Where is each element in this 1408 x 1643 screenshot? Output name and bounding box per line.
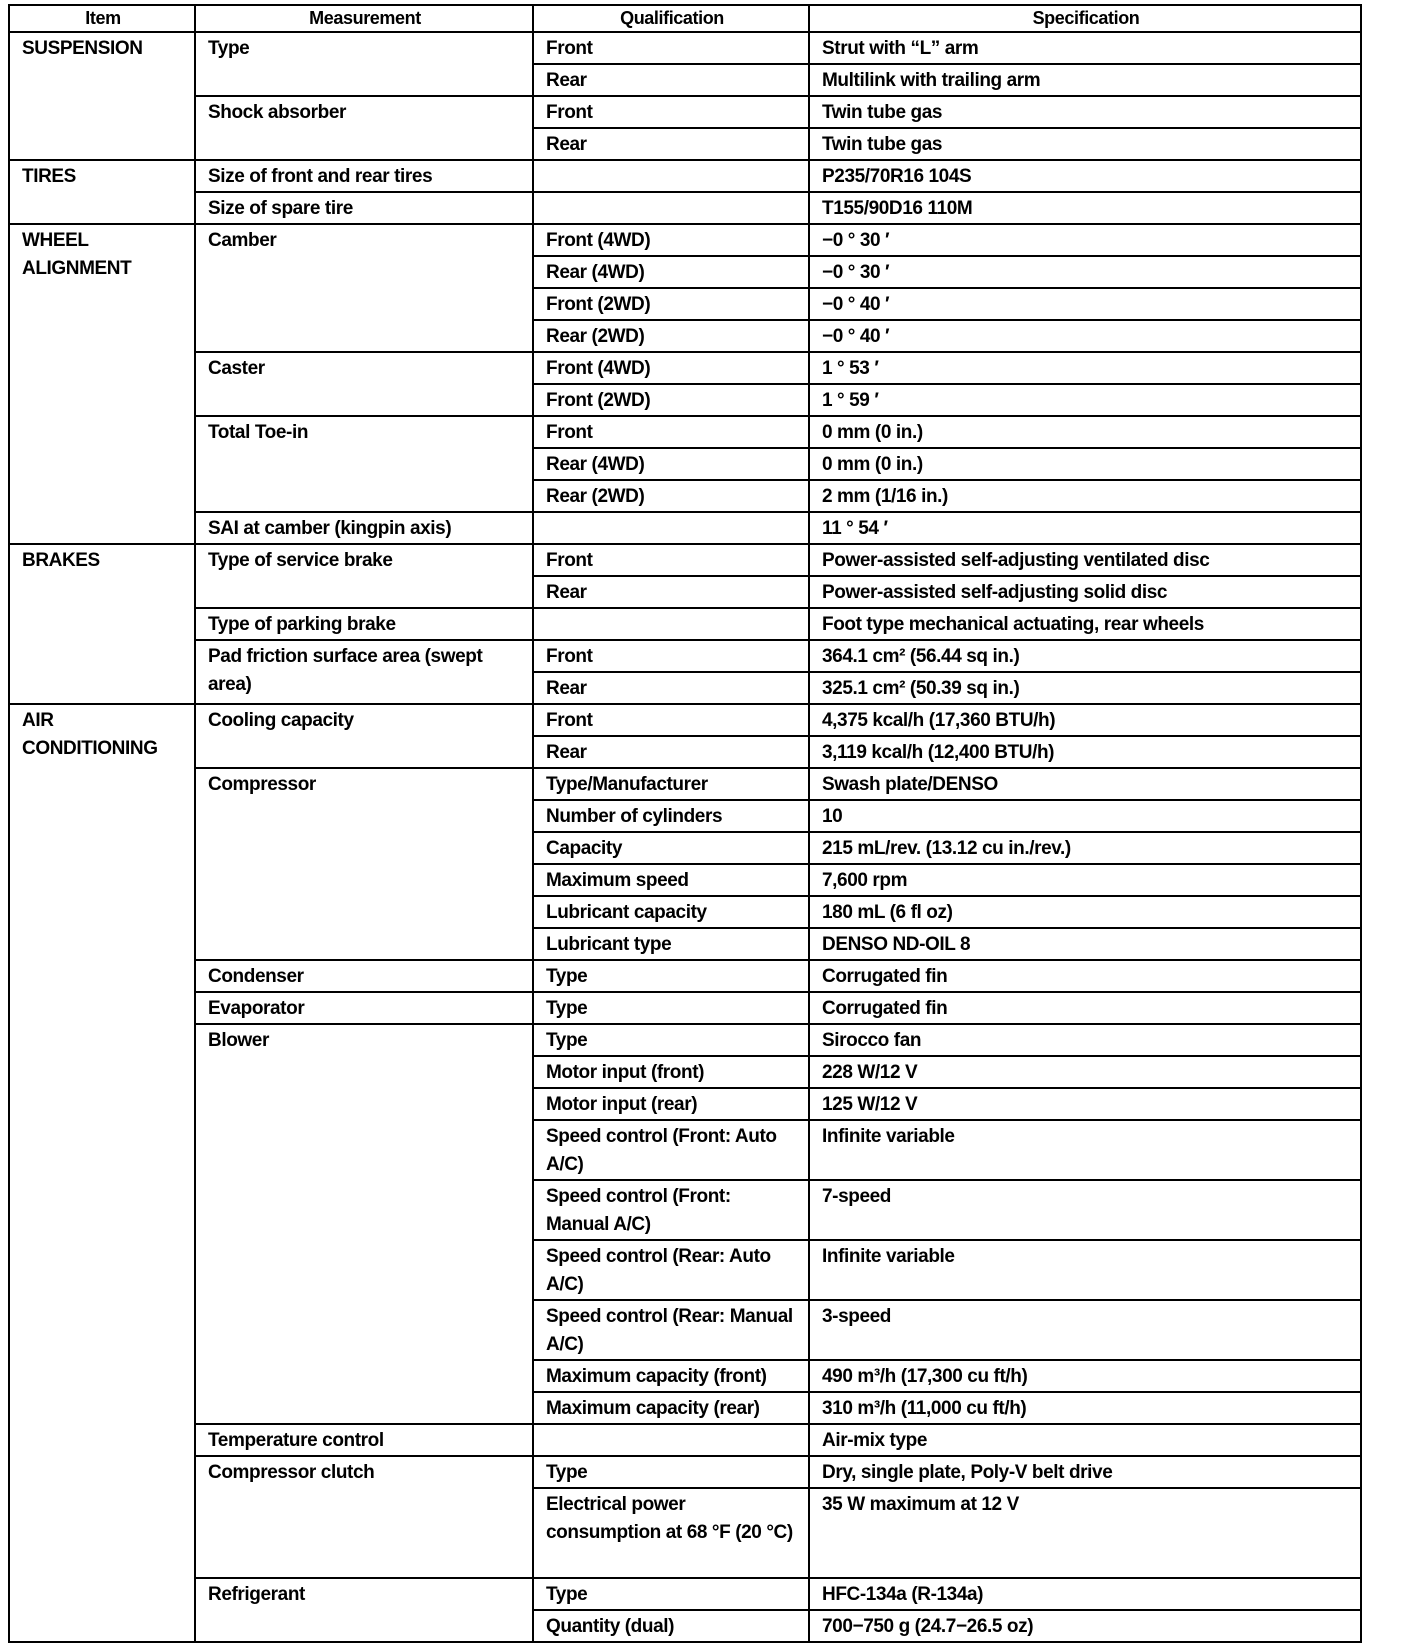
specification-cell: −0 ° 40 ′: [809, 320, 1361, 352]
qualification-cell: Front: [533, 640, 809, 672]
specification-cell: T155/90D16 110M: [809, 192, 1361, 224]
qualification-cell: Type: [533, 1578, 809, 1610]
measurement-cell: Cooling capacity: [195, 704, 533, 768]
specification-cell: 228 W/12 V: [809, 1056, 1361, 1088]
table-row: [9, 32, 1361, 64]
measurement-cell: Compressor clutch: [195, 1456, 533, 1578]
table-row: [9, 96, 1361, 128]
qualification-cell: [533, 512, 809, 544]
qualification-cell: Type: [533, 992, 809, 1024]
measurement-cell: Type: [195, 32, 533, 96]
column-header-item: Item: [9, 5, 195, 32]
header-row: [9, 5, 1361, 32]
measurement-cell: Type of parking brake: [195, 608, 533, 640]
measurement-cell: Pad friction surface area (swept area): [195, 640, 533, 704]
table-body: [9, 32, 1361, 1642]
qualification-cell: Front: [533, 32, 809, 64]
specification-cell: Infinite variable: [809, 1120, 1361, 1180]
qualification-cell: Front (4WD): [533, 224, 809, 256]
item-cell: AIR CONDITIONING: [9, 704, 195, 1642]
table-row: [9, 544, 1361, 576]
specification-cell: HFC-134a (R-134a): [809, 1578, 1361, 1610]
qualification-cell: Type: [533, 960, 809, 992]
qualification-cell: Front (4WD): [533, 352, 809, 384]
specification-cell: 11 ° 54 ′: [809, 512, 1361, 544]
table-row: [9, 1578, 1361, 1610]
measurement-cell: Evaporator: [195, 992, 533, 1024]
qualification-cell: Rear: [533, 64, 809, 96]
table-row: [9, 992, 1361, 1024]
qualification-cell: Rear: [533, 672, 809, 704]
specification-cell: 7-speed: [809, 1180, 1361, 1240]
table-row: [9, 1456, 1361, 1488]
measurement-cell: Type of service brake: [195, 544, 533, 608]
qualification-cell: Lubricant type: [533, 928, 809, 960]
qualification-cell: Maximum capacity (front): [533, 1360, 809, 1392]
measurement-cell: SAI at camber (kingpin axis): [195, 512, 533, 544]
table-row: [9, 352, 1361, 384]
qualification-cell: Speed control (Rear: Auto A/C): [533, 1240, 809, 1300]
column-header-qualification: Qualification: [533, 5, 809, 32]
specification-cell: 125 W/12 V: [809, 1088, 1361, 1120]
qualification-cell: Rear (2WD): [533, 480, 809, 512]
qualification-cell: Capacity: [533, 832, 809, 864]
qualification-cell: [533, 192, 809, 224]
specification-cell: 2 mm (1/16 in.): [809, 480, 1361, 512]
measurement-cell: Camber: [195, 224, 533, 352]
qualification-cell: [533, 160, 809, 192]
table-row: [9, 1424, 1361, 1456]
specification-cell: Power-assisted self-adjusting ventilated disc: [809, 544, 1361, 576]
measurement-cell: Size of spare tire: [195, 192, 533, 224]
specification-cell: −0 ° 30 ′: [809, 224, 1361, 256]
specification-cell: Infinite variable: [809, 1240, 1361, 1300]
specification-cell: Foot type mechanical actuating, rear wheels: [809, 608, 1361, 640]
item-cell: BRAKES: [9, 544, 195, 704]
specification-cell: 310 m³/h (11,000 cu ft/h): [809, 1392, 1361, 1424]
measurement-cell: Refrigerant: [195, 1578, 533, 1642]
specification-cell: 4,375 kcal/h (17,360 BTU/h): [809, 704, 1361, 736]
qualification-cell: Number of cylinders: [533, 800, 809, 832]
table-row: [9, 160, 1361, 192]
measurement-cell: Total Toe-in: [195, 416, 533, 512]
specification-cell: Swash plate/DENSO: [809, 768, 1361, 800]
qualification-cell: Front: [533, 544, 809, 576]
qualification-cell: Maximum speed: [533, 864, 809, 896]
measurement-cell: Blower: [195, 1024, 533, 1424]
measurement-cell: Shock absorber: [195, 96, 533, 160]
specification-cell: 364.1 cm² (56.44 sq in.): [809, 640, 1361, 672]
qualification-cell: Type/Manufacturer: [533, 768, 809, 800]
specification-cell: 325.1 cm² (50.39 sq in.): [809, 672, 1361, 704]
specification-cell: Corrugated fin: [809, 992, 1361, 1024]
specification-cell: Dry, single plate, Poly-V belt drive: [809, 1456, 1361, 1488]
specification-cell: 490 m³/h (17,300 cu ft/h): [809, 1360, 1361, 1392]
item-cell: WHEEL ALIGNMENT: [9, 224, 195, 544]
specification-cell: −0 ° 40 ′: [809, 288, 1361, 320]
qualification-cell: Speed control (Rear: Manual A/C): [533, 1300, 809, 1360]
table-row: [9, 960, 1361, 992]
specification-cell: Multilink with trailing arm: [809, 64, 1361, 96]
specification-cell: 3-speed: [809, 1300, 1361, 1360]
qualification-cell: [533, 1424, 809, 1456]
qualification-cell: Front: [533, 416, 809, 448]
specification-cell: 3,119 kcal/h (12,400 BTU/h): [809, 736, 1361, 768]
qualification-cell: Type: [533, 1456, 809, 1488]
qualification-cell: Rear: [533, 128, 809, 160]
table-row: [9, 512, 1361, 544]
specification-cell: Sirocco fan: [809, 1024, 1361, 1056]
specification-cell: 0 mm (0 in.): [809, 416, 1361, 448]
specification-cell: Strut with “L” arm: [809, 32, 1361, 64]
specification-cell: 0 mm (0 in.): [809, 448, 1361, 480]
qualification-cell: Speed control (Front: Manual A/C): [533, 1180, 809, 1240]
qualification-cell: [533, 608, 809, 640]
measurement-cell: Condenser: [195, 960, 533, 992]
qualification-cell: Rear (2WD): [533, 320, 809, 352]
specification-cell: Twin tube gas: [809, 128, 1361, 160]
column-header-specification: Specification: [809, 5, 1361, 32]
qualification-cell: Lubricant capacity: [533, 896, 809, 928]
qualification-cell: Type: [533, 1024, 809, 1056]
measurement-cell: Size of front and rear tires: [195, 160, 533, 192]
specification-cell: −0 ° 30 ′: [809, 256, 1361, 288]
qualification-cell: Rear: [533, 576, 809, 608]
specification-cell: P235/70R16 104S: [809, 160, 1361, 192]
qualification-cell: Rear (4WD): [533, 256, 809, 288]
specification-cell: 215 mL/rev. (13.12 cu in./rev.): [809, 832, 1361, 864]
specification-cell: Power-assisted self-adjusting solid disc: [809, 576, 1361, 608]
measurement-cell: Temperature control: [195, 1424, 533, 1456]
specification-table: [8, 4, 1362, 1643]
specification-cell: 7,600 rpm: [809, 864, 1361, 896]
item-cell: SUSPENSION: [9, 32, 195, 160]
specification-cell: 180 mL (6 fl oz): [809, 896, 1361, 928]
qualification-cell: Maximum capacity (rear): [533, 1392, 809, 1424]
table-row: [9, 608, 1361, 640]
specification-cell: Twin tube gas: [809, 96, 1361, 128]
table-row: [9, 768, 1361, 800]
specification-cell: 700−750 g (24.7−26.5 oz): [809, 1610, 1361, 1642]
table-row: [9, 1024, 1361, 1056]
qualification-cell: Front: [533, 96, 809, 128]
qualification-cell: Front (2WD): [533, 288, 809, 320]
table-row: [9, 192, 1361, 224]
qualification-cell: Front: [533, 704, 809, 736]
specification-cell: Air-mix type: [809, 1424, 1361, 1456]
table-row: [9, 224, 1361, 256]
item-cell: TIRES: [9, 160, 195, 224]
column-header-measurement: Measurement: [195, 5, 533, 32]
specification-cell: 10: [809, 800, 1361, 832]
qualification-cell: Quantity (dual): [533, 1610, 809, 1642]
qualification-cell: Electrical power consumption at 68 °F (20 °C): [533, 1488, 809, 1578]
specification-cell: 35 W maximum at 12 V: [809, 1488, 1361, 1578]
measurement-cell: Compressor: [195, 768, 533, 960]
specification-cell: DENSO ND-OIL 8: [809, 928, 1361, 960]
table-row: [9, 704, 1361, 736]
qualification-cell: Speed control (Front: Auto A/C): [533, 1120, 809, 1180]
qualification-cell: Rear (4WD): [533, 448, 809, 480]
table-row: [9, 416, 1361, 448]
table-row: [9, 640, 1361, 672]
qualification-cell: Front (2WD): [533, 384, 809, 416]
specification-cell: Corrugated fin: [809, 960, 1361, 992]
qualification-cell: Motor input (front): [533, 1056, 809, 1088]
qualification-cell: Motor input (rear): [533, 1088, 809, 1120]
specification-cell: 1 ° 53 ′: [809, 352, 1361, 384]
qualification-cell: Rear: [533, 736, 809, 768]
measurement-cell: Caster: [195, 352, 533, 416]
specification-cell: 1 ° 59 ′: [809, 384, 1361, 416]
